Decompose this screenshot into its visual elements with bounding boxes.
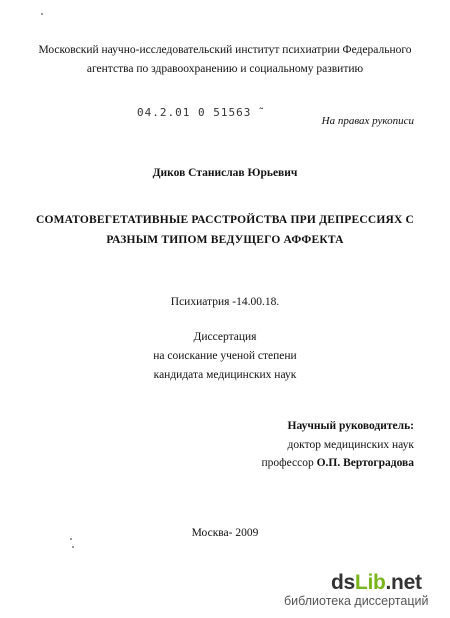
scan-speck [72, 546, 74, 548]
watermark-logo [331, 571, 422, 595]
dissertation-title-line-2: РАЗНЫМ ТИПОМ ВЕДУЩЕГО АФФЕКТА [106, 234, 344, 246]
watermark-logo-net: .net [385, 571, 422, 594]
supervisor-heading: Научный руководитель: [287, 420, 414, 432]
supervisor-title: профессор [261, 457, 314, 469]
rights-note: На правах рукописи [321, 115, 414, 127]
supervisor-degree: доктор медицинских наук [287, 439, 414, 451]
specialty-code: Психиатрия -14.00.18. [170, 296, 280, 308]
institution-line-1: Московский научно-исследовательский институт психиатрии Федерального [38, 44, 412, 56]
watermark-logo-lib: Lib [354, 571, 386, 594]
dissertation-title-line-1: СОМАТОВЕГЕТАТИВНЫЕ РАССТРОЙСТВА ПРИ ДЕПРЕССИЯХ С [35, 214, 415, 226]
place-and-year: Москва- 2009 [191, 527, 259, 539]
supervisor-name: О.П. Вертоградова [316, 457, 414, 469]
institution-line-2: агентства по здравоохранению и социальному развитию [86, 63, 364, 75]
watermark-subtitle: библиотека диссертаций [284, 594, 429, 608]
scan-speck [41, 13, 43, 15]
supervisor-line [262, 457, 414, 469]
degree-line-2: на соискание ученой степени [153, 350, 297, 362]
archive-stamp: 04.2.01 0 51563 ̃ [137, 106, 259, 119]
author-name: Диков Станислав Юрьевич [152, 167, 298, 179]
degree-line-3: кандидата медицинских наук [153, 369, 297, 381]
degree-line-1: Диссертация [193, 331, 257, 343]
watermark-logo-ds: ds [331, 571, 355, 594]
